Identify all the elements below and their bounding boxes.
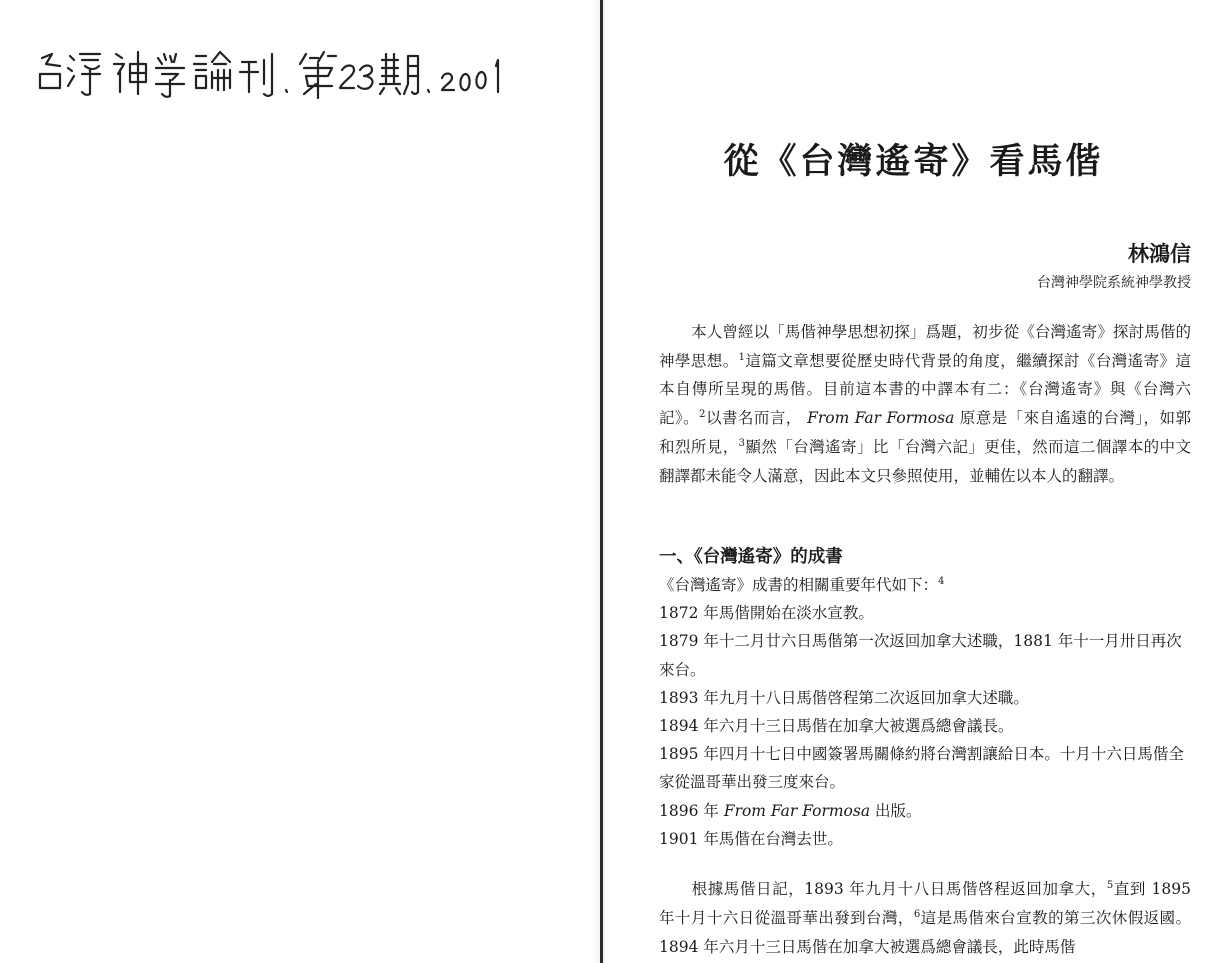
timeline-entry xyxy=(659,797,1191,825)
book-title: From Far Formosa xyxy=(807,409,955,428)
timeline-entry-prefix: 1896 年 xyxy=(659,801,719,820)
right-page xyxy=(606,0,1221,963)
book-title: From Far Formosa xyxy=(723,801,871,820)
handwritten-note-scribble xyxy=(30,40,550,110)
footnote-ref-6: 6 xyxy=(913,908,921,920)
body-sentence-3: 這是馬偕來台宣教的第三次休假返國。1894 年六月十三日馬偕在加拿大被選爲總會議長，此時馬偕 xyxy=(659,909,1191,956)
author-affiliation: 台灣神學院系統神學教授 xyxy=(1037,275,1191,291)
timeline-entry: 1901 年馬偕在台灣去世。 xyxy=(659,829,843,848)
intro-sentence-4: 原意是「來自遙遠的台灣」，如郭和烈所見， xyxy=(659,409,1191,456)
timeline-entry-suffix: 出版。 xyxy=(875,801,922,820)
intro-sentence-5: 顯然「台灣遙寄」比「台灣六記」更佳，然而這二個譯本的中文翻譯都未能令人滿意，因此本文只參照使用，並輔佐以本人的翻譯。 xyxy=(659,437,1191,485)
footnote-ref-4: 4 xyxy=(938,575,945,587)
spine-line xyxy=(600,0,603,963)
intro-paragraph xyxy=(659,318,1191,490)
timeline-list xyxy=(659,571,1191,853)
footnote-ref-2: 2 xyxy=(699,408,706,420)
article-title: 從《台灣遙寄》看馬偕 xyxy=(723,142,1104,182)
timeline-entry: 1895 年四月十七日中國簽署馬關條約將台灣割讓給日本。十月十六日馬偕全家從溫哥華出發三度來台。 xyxy=(659,745,1184,792)
intro-sentence-1: 本人曾經以「馬偕神學思想初探」爲題，初步從《台灣遙寄》探討馬偕的神學思想。 xyxy=(659,323,1191,370)
timeline-lead-text: 《台灣遙寄》成書的相關重要年代如下： xyxy=(659,576,939,594)
timeline-lead xyxy=(659,571,1191,599)
timeline-entry: 1872 年馬偕開始在淡水宣教。 xyxy=(659,604,874,623)
footnote-ref-3: 3 xyxy=(738,437,746,449)
timeline-entry: 1893 年九月十八日馬偕啓程第二次返回加拿大述職。 xyxy=(659,688,1029,707)
handwritten-note xyxy=(30,40,550,110)
timeline-entry: 1894 年六月十三日馬偕在加拿大被選爲總會議長。 xyxy=(659,717,1014,736)
body-paragraph xyxy=(659,875,1191,962)
book-gutter xyxy=(589,0,605,963)
left-page xyxy=(0,0,588,963)
body-sentence-1: 根據馬偕日記，1893 年九月十八日馬偕啓程返回加拿大， xyxy=(691,880,1107,898)
timeline-entry: 1879 年十二月廿六日馬偕第一次返回加拿大述職，1881 年十一月卅日再次來台。 xyxy=(659,632,1182,679)
footnote-ref-5: 5 xyxy=(1106,879,1114,891)
footnote-ref-1: 1 xyxy=(738,351,746,363)
intro-sentence-2: 這篇文章想要從歷史時代背景的角度，繼續探討《台灣遙寄》這本自傳所呈現的馬偕。目前這本書的中譯本有二：《台灣遙寄》與《台灣六記》。 xyxy=(659,351,1191,428)
body-sentence-2: 直到 1895 年十月十六日從溫哥華出發到台灣， xyxy=(659,880,1191,927)
author-name: 林鴻信 xyxy=(1128,242,1191,266)
intro-sentence-3: 以書名而言， xyxy=(705,409,802,428)
section-heading: 一、《台灣遙寄》的成書 xyxy=(659,547,843,567)
